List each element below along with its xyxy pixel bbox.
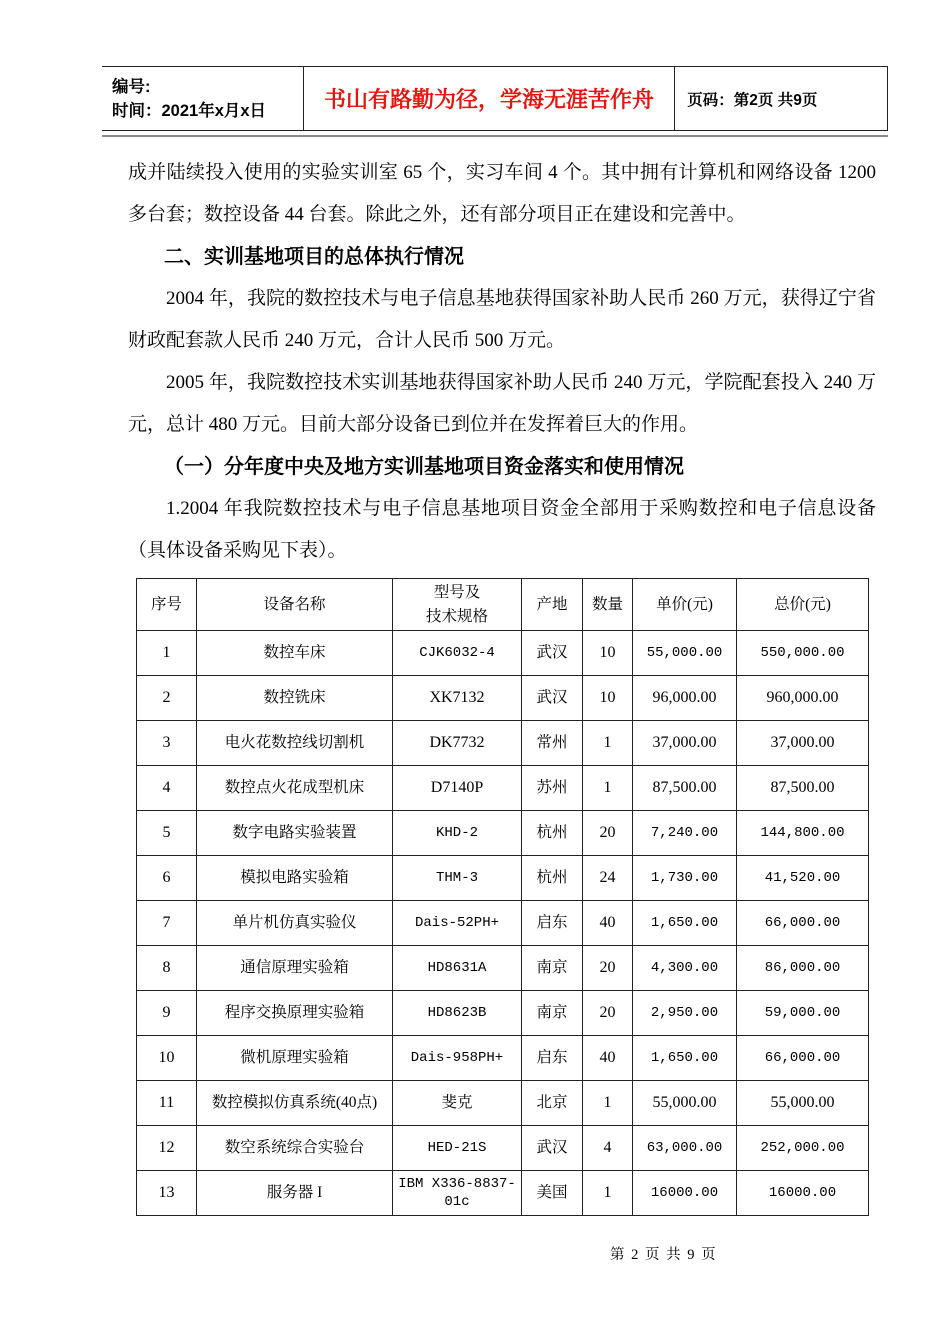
cell-name: 数控点火花成型机床: [197, 766, 393, 811]
cell-model: Dais-52PH+: [393, 901, 522, 946]
cell-no: 9: [137, 991, 197, 1036]
header-motto-text: 书山有路勤为径，学海无涯苦作舟: [324, 87, 655, 112]
table-row: [137, 1126, 869, 1171]
col-header-model: [393, 579, 522, 631]
cell-no: 2: [137, 676, 197, 721]
cell-qty: 10: [583, 676, 633, 721]
cell-origin: 苏州: [522, 766, 583, 811]
cell-qty: 20: [583, 991, 633, 1036]
header-motto-cell: [303, 67, 675, 130]
cell-qty: 20: [583, 811, 633, 856]
cell-unit-price: 96,000.00: [633, 676, 737, 721]
cell-no: 3: [137, 721, 197, 766]
cell-origin: 北京: [522, 1081, 583, 1126]
cell-name: 数控模拟仿真系统(40点): [197, 1081, 393, 1126]
table-row: [137, 856, 869, 901]
cell-model: THM-3: [393, 856, 522, 901]
cell-unit-price: 1,650.00: [633, 1036, 737, 1081]
cell-model: CJK6032-4: [393, 631, 522, 676]
paragraph-2004-funding: 2004 年，我院的数控技术与电子信息基地获得国家补助人民币 260 万元，获得辽宁省财政配套款人民币 240 万元，合计人民币 500 万元。: [128, 288, 876, 351]
cell-origin: 南京: [522, 991, 583, 1036]
cell-name: 电火花数控线切割机: [197, 721, 393, 766]
cell-total-price: 16000.00: [737, 1171, 869, 1216]
cell-no: 6: [137, 856, 197, 901]
header-row: [137, 579, 869, 631]
header-number-label: 编号:: [112, 77, 151, 96]
cell-total-price: 252,000.00: [737, 1126, 869, 1171]
table-row: [137, 901, 869, 946]
cell-name: 数字电路实验装置: [197, 811, 393, 856]
header-time-label: 时间：2021年x月x日: [112, 101, 267, 120]
page-header-table: [102, 66, 888, 131]
cell-unit-price: 55,000.00: [633, 1081, 737, 1126]
cell-model: XK7132: [393, 676, 522, 721]
cell-origin: 南京: [522, 946, 583, 991]
col-header-qty: 数量: [583, 579, 633, 631]
cell-name: 数控车床: [197, 631, 393, 676]
col-header-origin: 产地: [522, 579, 583, 631]
cell-total-price: 66,000.00: [737, 1036, 869, 1081]
cell-qty: 1: [583, 721, 633, 766]
table-row: [137, 676, 869, 721]
cell-qty: 4: [583, 1126, 633, 1171]
cell-no: 8: [137, 946, 197, 991]
cell-origin: 美国: [522, 1171, 583, 1216]
cell-qty: 40: [583, 901, 633, 946]
table-row: [137, 1036, 869, 1081]
cell-total-price: 55,000.00: [737, 1081, 869, 1126]
cell-origin: 杭州: [522, 811, 583, 856]
equipment-table-body: [137, 631, 869, 1216]
cell-no: 10: [137, 1036, 197, 1081]
cell-unit-price: 87,500.00: [633, 766, 737, 811]
header-number-time-cell: [102, 67, 303, 130]
cell-total-price: 86,000.00: [737, 946, 869, 991]
cell-no: 7: [137, 901, 197, 946]
col-header-unit-price: 单价(元): [633, 579, 737, 631]
cell-total-price: 37,000.00: [737, 721, 869, 766]
cell-total-price: 550,000.00: [737, 631, 869, 676]
cell-qty: 1: [583, 766, 633, 811]
cell-model: IBM X336-8837-01c: [393, 1171, 522, 1216]
cell-origin: 启东: [522, 901, 583, 946]
cell-no: 12: [137, 1126, 197, 1171]
table-row: [137, 721, 869, 766]
cell-name: 服务器 I: [197, 1171, 393, 1216]
cell-qty: 40: [583, 1036, 633, 1081]
cell-name: 数控铣床: [197, 676, 393, 721]
col-header-model-line1: 型号及: [433, 583, 481, 601]
cell-unit-price: 1,650.00: [633, 901, 737, 946]
cell-model: HED-21S: [393, 1126, 522, 1171]
cell-name: 微机原理实验箱: [197, 1036, 393, 1081]
table-row: [137, 991, 869, 1036]
cell-unit-price: 2,950.00: [633, 991, 737, 1036]
cell-total-price: 41,520.00: [737, 856, 869, 901]
col-header-model-line2: 技术规格: [425, 607, 488, 625]
col-header-total-price: 总价(元): [737, 579, 869, 631]
paragraph-2005-funding: 2005 年，我院数控技术实训基地获得国家补助人民币 240 万元，学院配套投入 240 万元，总计 480 万元。目前大部分设备已到位并在发挥着巨大的作用。: [128, 372, 876, 435]
cell-name: 数空系统综合实验台: [197, 1126, 393, 1171]
header-page-info: 页码：第2页 共9页: [687, 91, 818, 109]
cell-unit-price: 4,300.00: [633, 946, 737, 991]
cell-total-price: 87,500.00: [737, 766, 869, 811]
cell-qty: 10: [583, 631, 633, 676]
cell-model: D7140P: [393, 766, 522, 811]
page-footer: [610, 1243, 717, 1264]
cell-name: 程序交换原理实验箱: [197, 991, 393, 1036]
cell-model: Dais-958PH+: [393, 1036, 522, 1081]
table-row: [137, 631, 869, 676]
cell-unit-price: 1,730.00: [633, 856, 737, 901]
cell-origin: 武汉: [522, 1126, 583, 1171]
col-header-no: 序号: [137, 579, 197, 631]
table-row: [137, 1171, 869, 1216]
cell-total-price: 66,000.00: [737, 901, 869, 946]
cell-qty: 24: [583, 856, 633, 901]
cell-unit-price: 16000.00: [633, 1171, 737, 1216]
cell-no: 13: [137, 1171, 197, 1216]
table-row: [137, 766, 869, 811]
header-page-info-cell: [674, 67, 887, 130]
cell-total-price: 59,000.00: [737, 991, 869, 1036]
cell-no: 4: [137, 766, 197, 811]
cell-model: 斐克: [393, 1081, 522, 1126]
cell-model: KHD-2: [393, 811, 522, 856]
cell-unit-price: 63,000.00: [633, 1126, 737, 1171]
cell-name: 单片机仿真实验仪: [197, 901, 393, 946]
cell-total-price: 960,000.00: [737, 676, 869, 721]
cell-origin: 武汉: [522, 631, 583, 676]
equipment-table-head: [137, 579, 869, 631]
table-row: [137, 811, 869, 856]
cell-qty: 20: [583, 946, 633, 991]
cell-unit-price: 7,240.00: [633, 811, 737, 856]
subsection-heading-1: （一）分年度中央及地方实训基地项目资金落实和使用情况: [164, 456, 684, 478]
cell-name: 模拟电路实验箱: [197, 856, 393, 901]
cell-model: HD8631A: [393, 946, 522, 991]
col-header-name: 设备名称: [197, 579, 393, 631]
footer-page-number: 第 2 页 共 9 页: [610, 1247, 718, 1263]
header-rule-line: [102, 135, 888, 137]
cell-model: HD8623B: [393, 991, 522, 1036]
cell-qty: 1: [583, 1171, 633, 1216]
cell-unit-price: 55,000.00: [633, 631, 737, 676]
cell-origin: 杭州: [522, 856, 583, 901]
paragraph-facilities: 成并陆续投入使用的实验实训室 65 个，实习车间 4 个。其中拥有计算机和网络设备 1200 多台套；数控设备 44 台套。除此之外，还有部分项目正在建设和完善中。: [128, 162, 876, 225]
cell-unit-price: 37,000.00: [633, 721, 737, 766]
section-heading-2: 二、实训基地项目的总体执行情况: [164, 246, 464, 268]
cell-total-price: 144,800.00: [737, 811, 869, 856]
cell-origin: 启东: [522, 1036, 583, 1081]
cell-model: DK7732: [393, 721, 522, 766]
table-row: [137, 1081, 869, 1126]
paragraph-2004-purchase: 1.2004 年我院数控技术与电子信息基地项目资金全部用于采购数控和电子信息设备（具体设备采购见下表）。: [128, 498, 876, 561]
cell-name: 通信原理实验箱: [197, 946, 393, 991]
cell-origin: 武汉: [522, 676, 583, 721]
cell-qty: 1: [583, 1081, 633, 1126]
cell-no: 11: [137, 1081, 197, 1126]
cell-origin: 常州: [522, 721, 583, 766]
cell-no: 5: [137, 811, 197, 856]
table-row: [137, 946, 869, 991]
equipment-table: [136, 578, 869, 1216]
document-body: [128, 152, 876, 1216]
cell-no: 1: [137, 631, 197, 676]
